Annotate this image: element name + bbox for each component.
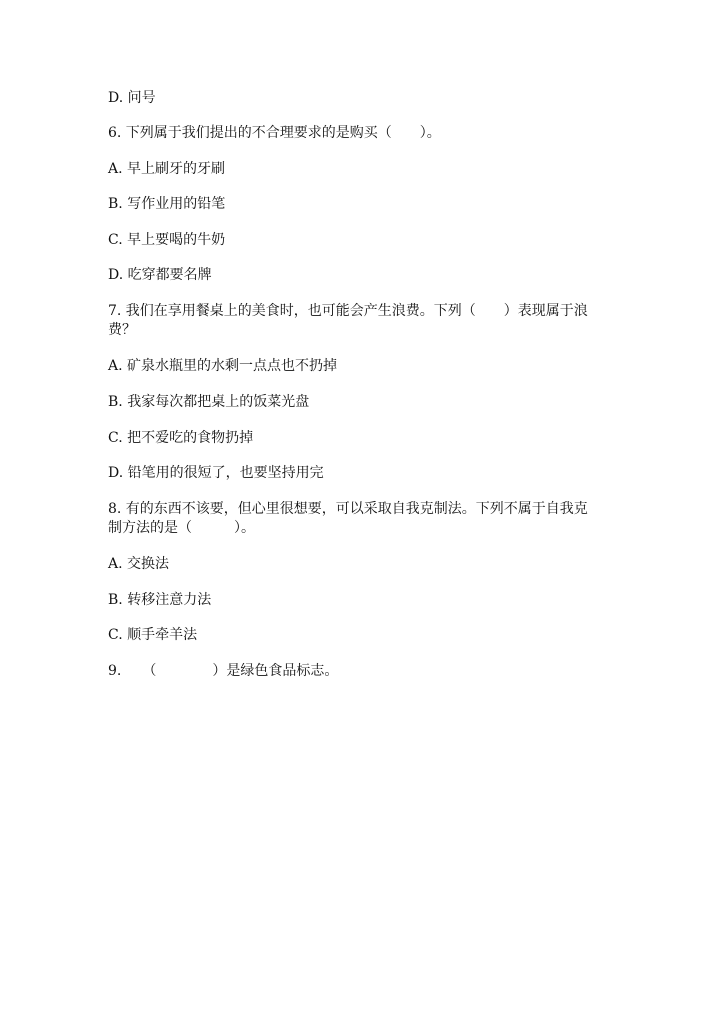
q8-option-c: C. 顺手牵羊法: [108, 627, 198, 643]
q8-option-a: A. 交换法: [108, 556, 170, 572]
q7-option-d: D. 铅笔用的很短了，也要坚持用完: [108, 465, 324, 481]
q8-stem-line-2: 制方法的是（ ）。: [108, 520, 255, 536]
q7-option-c: C. 把不爱吃的食物扔掉: [108, 430, 254, 446]
q8-option-b: B. 转移注意力法: [108, 592, 212, 608]
q6-stem: 6. 下列属于我们提出的不合理要求的是购买（ ）。: [108, 125, 441, 141]
q9-stem: 9. （ ）是绿色食品标志。: [108, 663, 339, 679]
q6-option-a: A. 早上刷牙的牙刷: [108, 161, 226, 177]
q6-option-c: C. 早上要喝的牛奶: [108, 232, 226, 248]
q7-option-b: B. 我家每次都把桌上的饭菜光盘: [108, 394, 310, 410]
q7-option-a: A. 矿泉水瓶里的水剩一点点也不扔掉: [108, 358, 338, 374]
q7-stem-line-2: 费？: [108, 322, 136, 338]
q6-option-d: D. 吃穿都要名牌: [108, 267, 212, 283]
q8-stem-line-1: 8. 有的东西不该要，但心里很想要，可以采取自我克制法。下列不属于自我克: [108, 501, 588, 517]
q6-option-b: B. 写作业用的铅笔: [108, 196, 226, 212]
q7-stem-line-1: 7. 我们在享用餐桌上的美食时，也可能会产生浪费。下列（ ）表现属于浪: [108, 303, 588, 319]
q5-option-d: D. 问号: [108, 90, 156, 106]
